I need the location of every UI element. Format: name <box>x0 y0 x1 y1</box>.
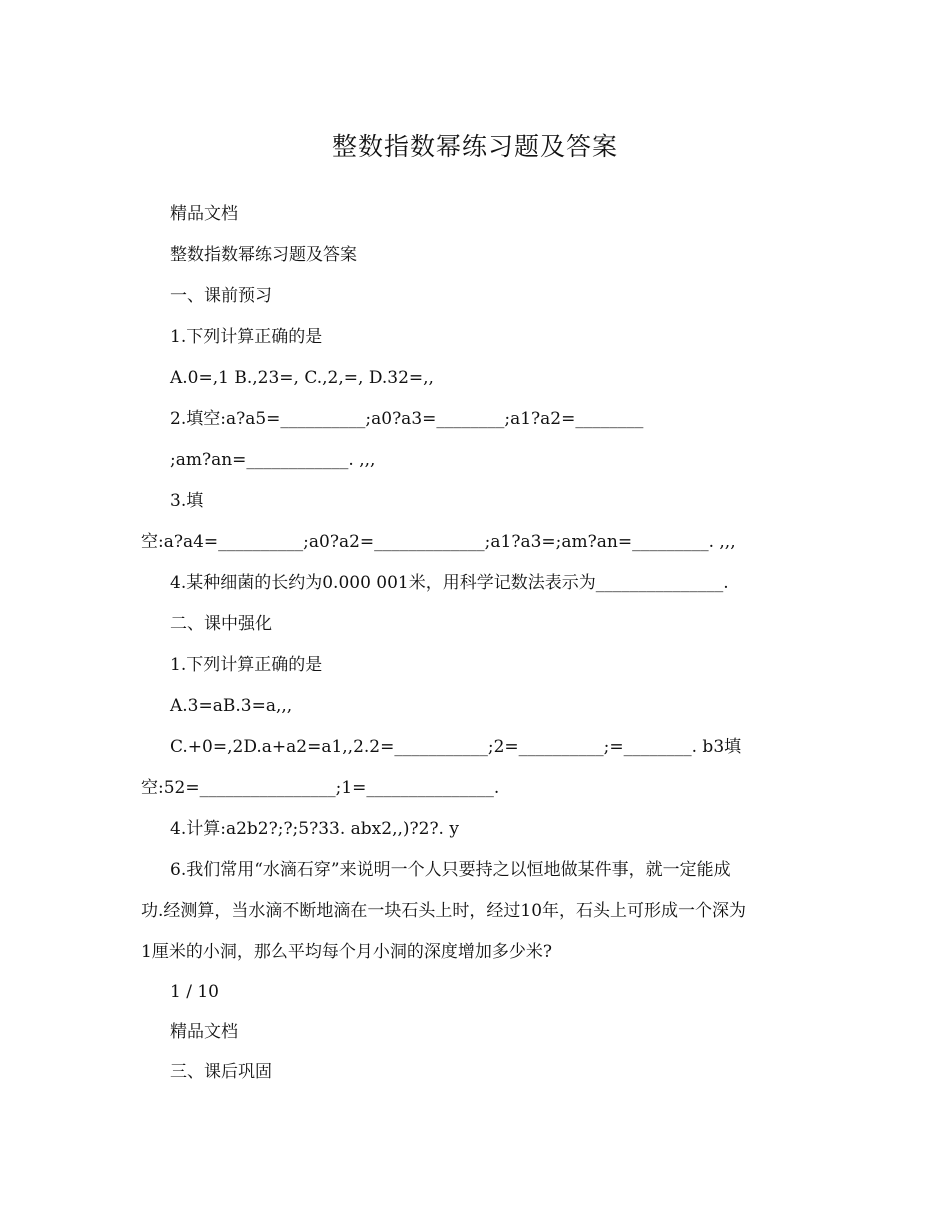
question-text: 4.某种细菌的长约为0.000 001米，用科学记数法表示为_______________. <box>170 573 729 593</box>
page-number: 1 / 10 <box>170 982 219 1002</box>
question-text: ;am?an=____________. ,,, <box>170 450 376 470</box>
subtitle: 整数指数幂练习题及答案 <box>170 245 357 265</box>
question-text: 4.计算:a2b2?;?;5?33. abx2,,)?2?. y <box>170 819 459 839</box>
header-label: 精品文档 <box>170 204 238 224</box>
question-options: C.+0=,2D.a+a2=a1,,2.2=___________;2=__________;=________. b3填 <box>170 737 742 757</box>
question-text: 1.下列计算正确的是 <box>170 327 323 347</box>
question-options: A.3=aB.3=a,,, <box>170 696 293 716</box>
document-title: 整数指数幂练习题及答案 <box>331 132 618 161</box>
question-text: 3.填 <box>170 491 204 511</box>
question-text: 空:52=________________;1=_______________. <box>141 778 500 798</box>
word-problem-text: 1厘米的小洞，那么平均每个月小洞的深度增加多少米? <box>141 942 552 962</box>
question-text: 1.下列计算正确的是 <box>170 655 323 675</box>
question-text: 空:a?a4=__________;a0?a2=_____________;a1?a3=;am?an=_________. ,,, <box>141 532 736 552</box>
section-heading-preview: 一、课前预习 <box>170 286 272 306</box>
header-label: 精品文档 <box>170 1022 238 1042</box>
word-problem-text: 6.我们常用“水滴石穿”来说明一个人只要持之以恒地做某件事，就一定能成 <box>170 860 731 880</box>
word-problem-text: 功.经测算，当水滴不断地滴在一块石头上时，经过10年，石头上可形成一个深为 <box>141 901 747 921</box>
question-options: A.0=,1 B.,23=, C.,2,=, D.32=,, <box>170 368 434 388</box>
question-text: 2.填空:a?a5=__________;a0?a3=________;a1?a2=________ <box>170 409 644 429</box>
section-heading-practice: 二、课中强化 <box>170 614 272 634</box>
section-heading-review: 三、课后巩固 <box>170 1062 272 1082</box>
